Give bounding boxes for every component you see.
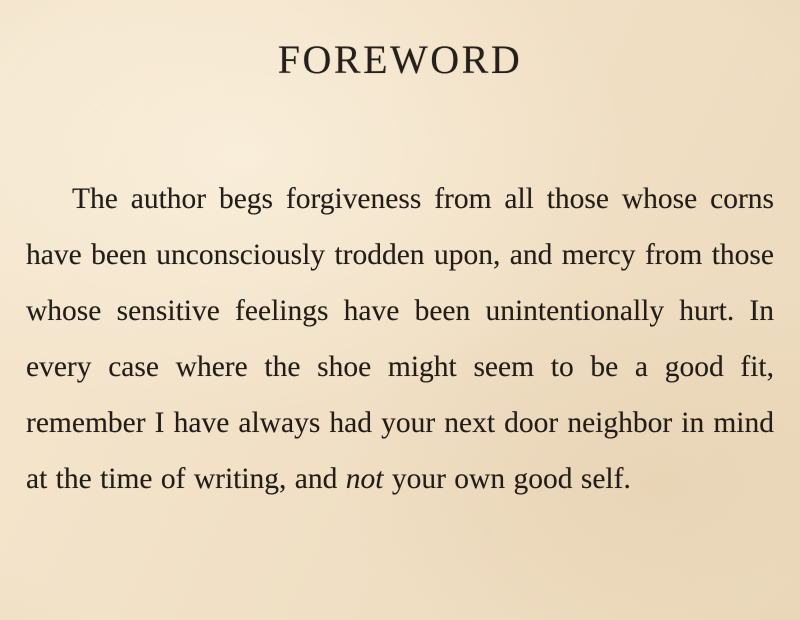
paragraph-tail-text: your own good self. bbox=[383, 463, 631, 495]
paragraph-emphasis-text: not bbox=[345, 463, 384, 495]
page-title: FOREWORD bbox=[277, 37, 523, 82]
paragraph-lead-text: The author begs forgiveness from all those whose corns have been unconsciously trodden upon, and mercy from those whose sensitive feelings have been unintentionally hurt. In every case where the shoe might seem to be a good fit, remember I have always had your next door neighbor in mind at the time of writing, and bbox=[26, 183, 774, 495]
foreword-paragraph bbox=[26, 83, 774, 507]
